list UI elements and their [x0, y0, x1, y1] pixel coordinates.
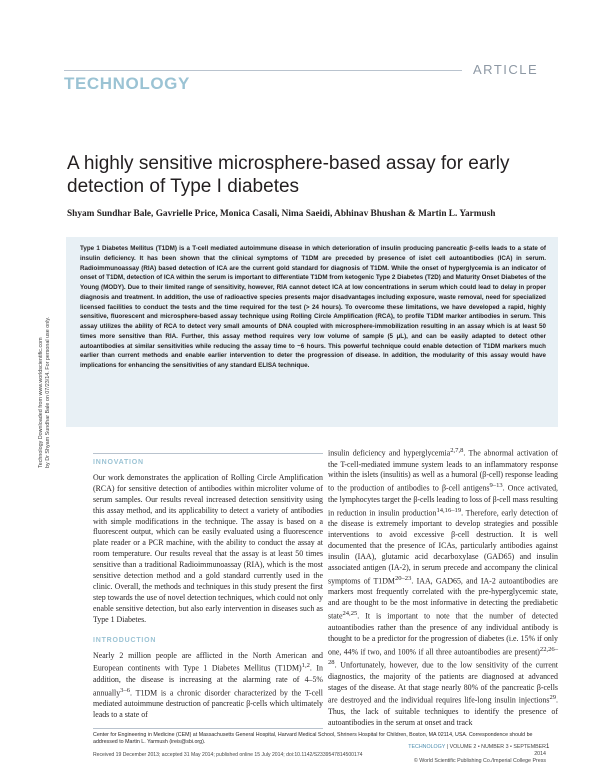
citation-ref: 20–23 — [394, 574, 412, 582]
introduction-paragraph — [93, 651, 323, 722]
journal-issue-line — [396, 744, 546, 758]
right-text-6: . It is important to note that the number of detected autoantibodies rather than the presence of any individual antibody is thought to be a predictor for the progression of diabetes (i.e. 15% if only one, 44% if two, and 100% if all three autoantibodies are present) — [328, 611, 558, 657]
citation-ref: 1,2 — [301, 662, 310, 670]
left-column — [93, 458, 323, 721]
right-text-8: . Thus, the lack of suitable techniques to identify the presence of autoantibodies in the serum at onset and track — [328, 696, 558, 727]
right-text-2: . The abnormal activation of the T-cell-mediated immune system leads to an inflammatory response within the islets (insulitis) as well as a humoral (β-cell) response leading to the production of antibodies to β-cell antigens — [328, 448, 558, 493]
innovation-heading: INNOVATION — [93, 459, 144, 466]
page-number: 1 — [546, 744, 550, 750]
citation-ref: 22,26–28 — [328, 645, 558, 667]
innovation-paragraph: Our work demonstrates the application of Rolling Circle Amplification (RCA) for sensitive detection of antibodies within microliter volume of serum samples. Our results reveal increased detection sensitivity using this assay method, and its applicability to detect a variety of antibodies with simple modifications in the technique. The assay is based on a fluorescent output, which can be easily evaluated using a fluorescence plate reader or a PCR machine, with the ability to conduct the assay at room temperature. Our results reveal that the assay is at least 50 times sensitive than a traditional Radioimmunoassay (RIA), which is the most sensitive detection method and a gold standard currently used in the clinic. Overall, the methods and techniques in this study present the first step towards the use of novel detection techniques, which could not only enable sensitive detection, but also early intervention in diseases such as Type 1 Diabetes. — [93, 472, 323, 624]
introduction-continued — [328, 446, 558, 729]
intro-text-1: Nearly 2 million people are afflicted in the North American and European continents with Type 1 Diabetes Mellitus (T1DM) — [93, 650, 323, 674]
footer-journal-name: TECHNOLOGY — [408, 744, 446, 750]
citation-ref: 29 — [549, 694, 557, 702]
paper-title: A highly sensitive microsphere-based assay for early detection of Type I diabetes — [67, 153, 510, 197]
author-list: Shyam Sundhar Bale, Gavrielle Price, Monica Casali, Nima Saeidi, Abhinav Bhushan & Martin L. Yarmush — [67, 209, 496, 219]
right-text-3: . Once activated, the lymphocytes target the β-cells leading to loss of β-cell mass resulting in reduction in insulin production — [328, 483, 559, 518]
introduction-heading: INTRODUCTION — [93, 636, 157, 644]
right-column — [328, 446, 558, 729]
intro-text-3: . T1DM is a chronic disorder characterized by the T-cell mediated autoimmune destruction of pancreatic β-cells which ultimately leads to a state of — [93, 688, 323, 720]
article-type-label: ARTICLE — [473, 62, 539, 77]
side-note-line-1: Technology Downloaded from www.worldscientific.com — [38, 337, 44, 468]
right-text-1: insulin deficiency and hyperglycemia — [328, 448, 451, 458]
abstract-text: Type 1 Diabetes Mellitus (T1DM) is a T-cell mediated autoimmune disease in which deterioration of insulin producing pancreatic β-cells leads to a state of insulin deficiency. It has been shown that the clinical symptoms of T1DM are preceded by presence of islet cell autoantibodies (ICA) in serum. Radioimmunoassay (RIA) based detection of ICA are the current gold standard for diagnosis of T1DM. While the onset of hyperglycemia is an indicator of onset of T1DM, detection of ICA within the serum is important to differentiate T1DM from ketogenic Type 2 Diabetes (T2D) and Maturity Onset Diabetes of the Young (MODY). Due to their limited range of sensitivity, however, RIA cannot detect ICA at low concentrations in serum which could lead to delay in proper diagnosis and treatment. In addition, the use of radioactive species presents major disadvantages including exposure, waste removal, need for specialized licensed facilities to conduct the tests and the time required for the test (> 24 hours). To overcome these limitations, we have developed a rapid, highly sensitive, fluorescent and microsphere-based assay technique using Rolling Circle Amplification (RCA), to profile T1DM marker antibodies in serum. This assay utilizes the ability of RCA to detect very small amounts of DNA coupled with microsphere-immobilization resulting in an assay which is at least 50 times more sensitive than RIA. Further, this assay method requires very low volume of sample (5 μL), and can be easily adapted to detect other autoantibodies at similar sensitivities while reducing the assay time to ~6 hours. This powerful technique could enable detection of T1DM markers much earlier than current methods and enable earlier intervention to deter the progression of disease. In addition, the modularity of this assay would have implications for enhancing the sensitivities of any standard ELISA technique. — [80, 245, 546, 369]
journal-logo: TECHNOLOGY — [64, 74, 190, 93]
right-text-4: . Therefore, early detection of the disease is extremely important to develop strategies and possible interventions to avoid excessive β-cell destruction. It is well documented that the presence of ICAs, particularly antibodies against insulin (IAA), glutamic acid decarboxylase (GAD65) and insulin associated antigen (IA-2), in serum precede and accompany the clinical symptoms of T1DM — [328, 508, 558, 586]
citation-ref: 14,16–19 — [436, 506, 462, 514]
citation-ref: 3–6 — [120, 686, 131, 694]
download-side-note — [38, 282, 60, 468]
right-text-7: . Unfortunately, however, due to the low sensitivity of the current diagnostics, the majority of the patients are diagnosed at advanced stages of the disease. At that stage nearly 80% of the pancreatic β-cells are destroyed and the individual requires life-long insulin injections — [328, 660, 558, 706]
citation-ref: 24,25 — [342, 610, 358, 618]
footer-issue: | VOLUME 2 • NUMBER 3 • SEPTEMBER 2014 — [445, 744, 546, 758]
affiliation-footnote: Center for Engineering in Medicine (CEM) at Massachusetts General Hospital, Harvard Medical School, Shriners Hospital for Children, Boston, MA 02114, USA. Correspondence should be addressed to Martin L. Yarmush (ireis@sbi.org). — [93, 732, 533, 746]
copyright-line: © World Scientific Publishing Co./Imperial College Press — [413, 758, 546, 765]
citation-ref: 9–13 — [489, 482, 503, 490]
header-rule — [64, 70, 462, 71]
section-rule — [93, 453, 323, 454]
intro-text-2: . In addition, the disease is increasing at the alarming rate of 4–5% annually — [93, 664, 323, 698]
received-dates: Received 19 December 2013; accepted 31 May 2014; published online 15 July 2014; doi:10.1142/S2339547814500174 — [93, 752, 363, 758]
side-note-line-2: by Dr Shyam Sundhar Bale on 07/23/14. For personal use only. — [45, 316, 51, 468]
footnote-rule — [93, 728, 323, 729]
citation-ref: 2,7,8 — [450, 447, 464, 454]
right-text-5: . IAA, GAD65, and IA-2 autoantibodies are markers most frequently correlated with the pre-hyperglycemic state, and are thought to be the most informative in detecting the prediabetic state — [328, 576, 558, 621]
journal-footer — [396, 744, 546, 766]
